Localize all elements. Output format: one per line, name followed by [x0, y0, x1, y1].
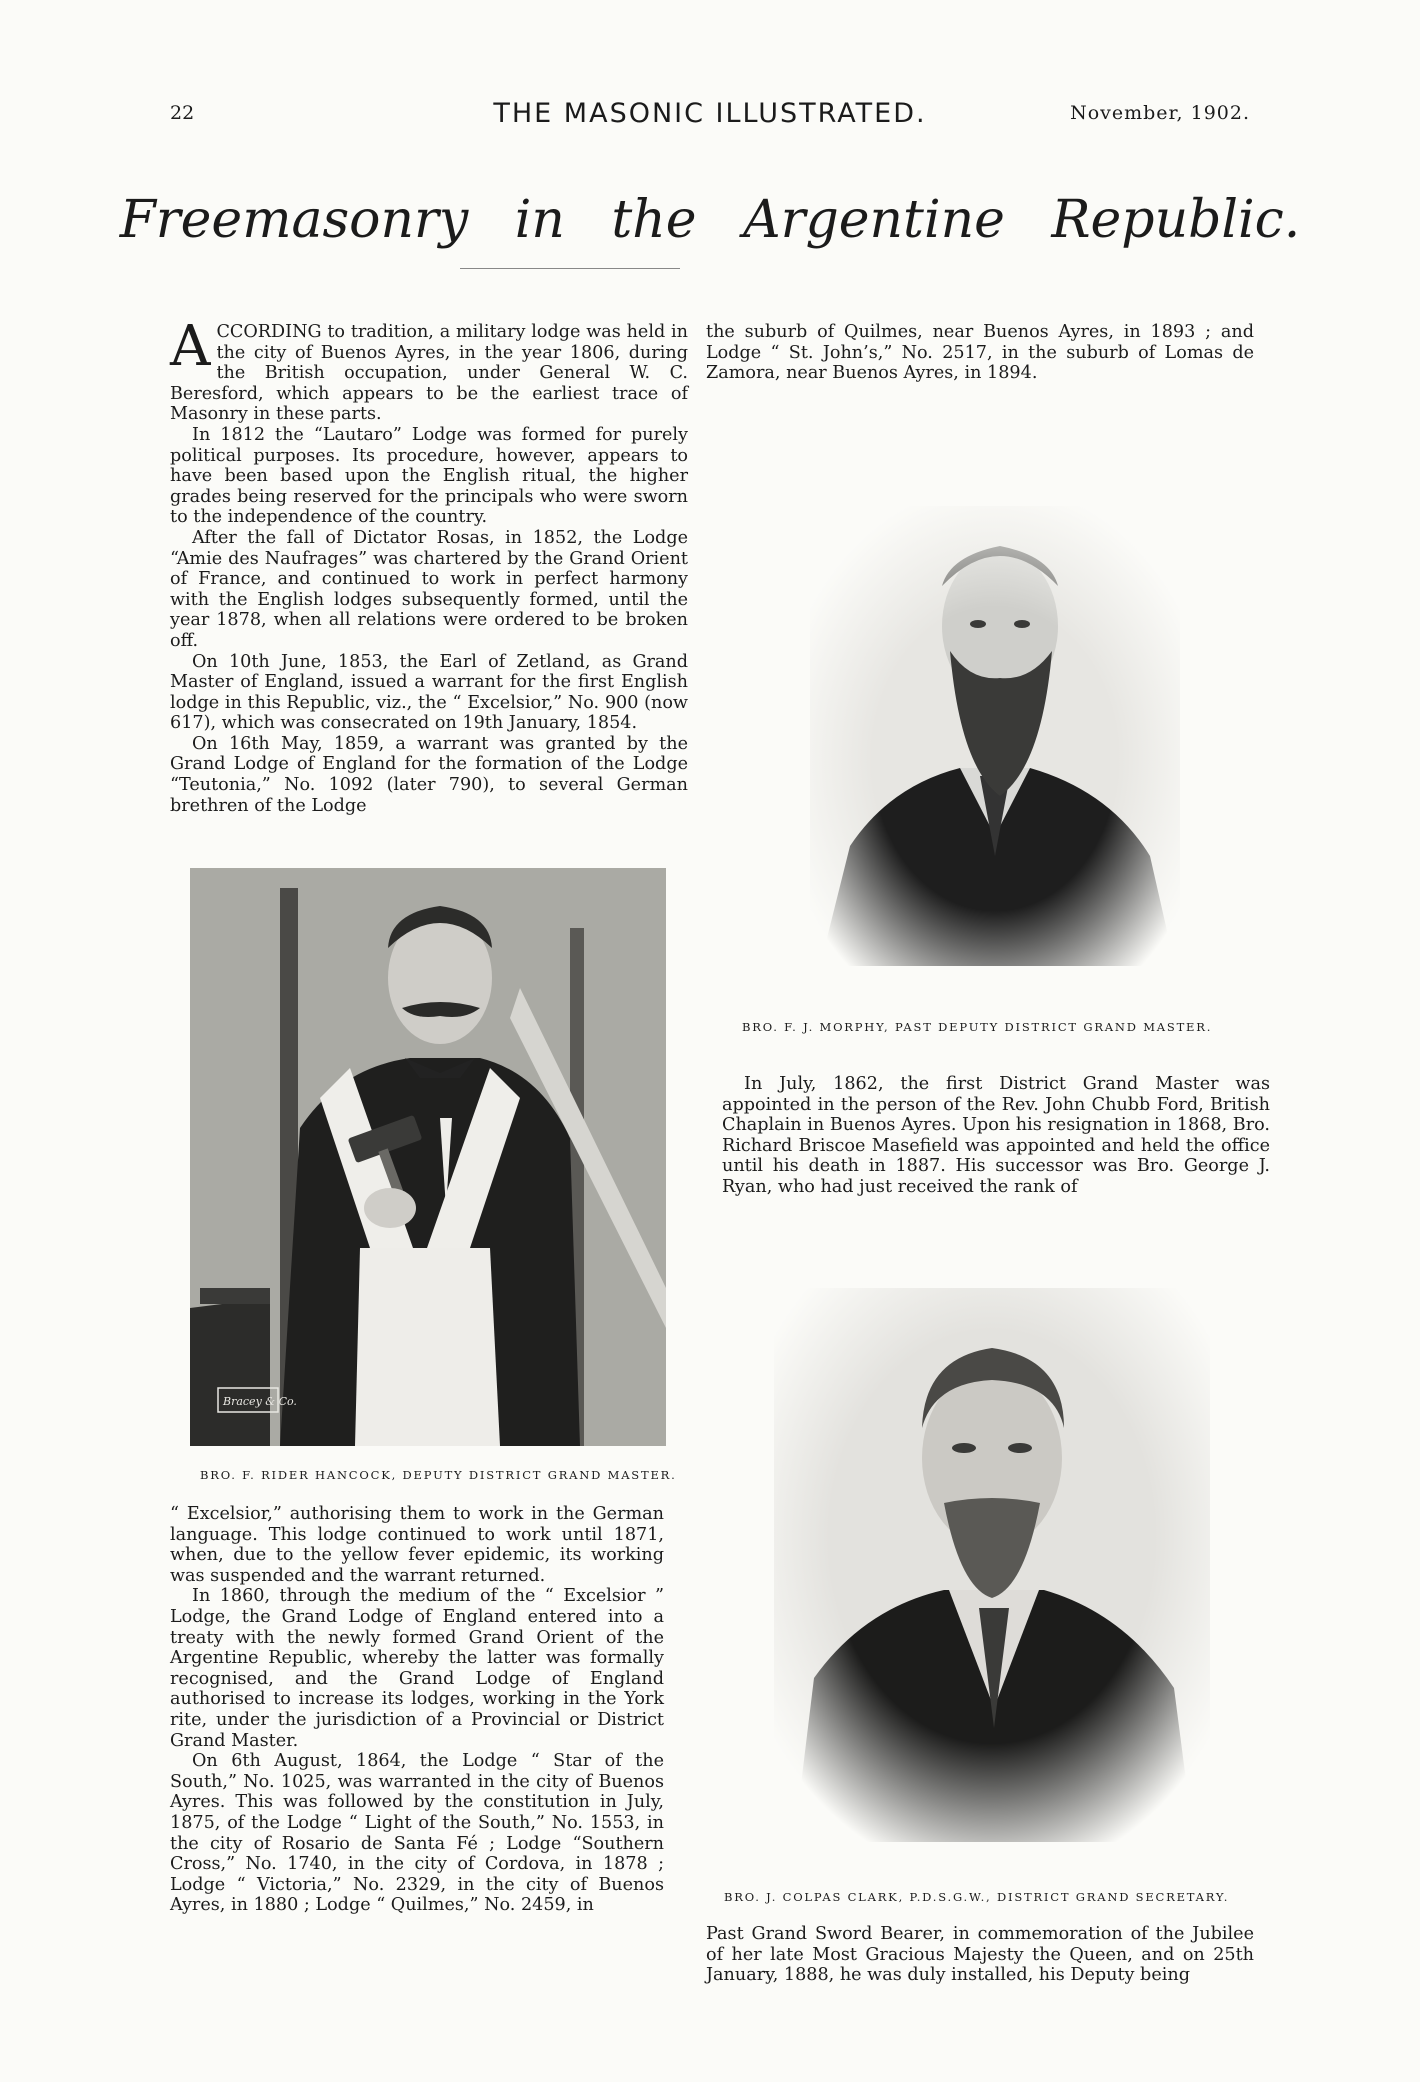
paragraph: On 16th May, 1859, a warrant was granted by the Grand Lodge of England for the formation of the Lodge “Teutonia,” No. 1092 (later 790), to several German brethren of the Lodge: [170, 733, 688, 816]
paragraph: “ Excelsior,” authorising them to work in the German language. This lodge continued to work until 1871, when, due to the yellow fever epidemic, its working was suspended and the warrant returned.: [170, 1504, 664, 1586]
portrait-morphy: [810, 506, 1180, 966]
page-number: 22: [170, 102, 195, 124]
paragraph: After the fall of Dictator Rosas, in 1852, the Lodge “Amie des Naufrages” was chartered by the Grand Orient of France, and continued to work in perfect harmony with the English lodges subsequently formed, until the year 1878, when all relations were ordered to be broken off.: [170, 527, 688, 651]
paragraph: On 10th June, 1853, the Earl of Zetland, as Grand Master of England, issued a warrant for the first English lodge in this Republic, viz., the “ Excelsior,” No. 900 (now 617), which was consecrated on 19th January, 1854.: [170, 651, 688, 734]
paragraph: In 1812 the “Lautaro” Lodge was formed for purely political purposes. Its procedure, however, appears to have been based upon the English ritual, the higher grades being reserved for the principals who were sworn to the independence of the country.: [170, 424, 688, 528]
article-title: Freemasonry in the Argentine Republic.: [119, 190, 1301, 250]
page-header: [0, 98, 1420, 138]
caption-morphy: BRO. F. J. MORPHY, PAST DEPUTY DISTRICT GRAND MASTER.: [742, 1020, 1213, 1034]
right-column-top-text: [706, 322, 1254, 384]
opening-paragraph: [170, 314, 688, 425]
caption-clark: BRO. J. COLPAS CLARK, P.D.S.G.W., DISTRICT GRAND SECRETARY.: [724, 1890, 1230, 1904]
photographer-mark: Bracey & Co.: [223, 1395, 297, 1408]
right-column-middle-text: [722, 1074, 1270, 1198]
title-divider: [460, 268, 680, 269]
portrait-hancock: [190, 868, 666, 1446]
left-column-top-text: [170, 314, 688, 816]
portrait-clark: [774, 1288, 1210, 1842]
right-column-bottom-text: [706, 1924, 1254, 1986]
caption-hancock: BRO. F. RIDER HANCOCK, DEPUTY DISTRICT GRAND MASTER.: [200, 1468, 677, 1482]
paragraph-text: CCORDING to tradition, a military lodge was held in the city of Buenos Ayres, in the year 1806, during the British occupation, under General W. C. Beresford, which appears to be the earliest trace of Masonry in these parts.: [170, 322, 688, 425]
paragraph: In 1860, through the medium of the “ Excelsior ” Lodge, the Grand Lodge of England entered into a treaty with the newly formed Grand Orient of the Argentine Republic, whereby the latter was formally recognised, and the Grand Lodge of England authorised to increase its lodges, working in the York rite, under the jurisdiction of a Provincial or District Grand Master.: [170, 1586, 664, 1751]
paragraph: Past Grand Sword Bearer, in commemoration of the Jubilee of her late Most Gracious Majesty the Queen, and on 25th January, 1888, he was duly installed, his Deputy being: [706, 1924, 1254, 1986]
paragraph: the suburb of Quilmes, near Buenos Ayres, in 1893 ; and Lodge “ St. John’s,” No. 2517, in the suburb of Lomas de Zamora, near Buenos Ayres, in 1894.: [706, 322, 1254, 384]
issue-date: November, 1902.: [1070, 102, 1250, 124]
drop-cap: A: [170, 314, 211, 379]
journal-title: THE MASONIC ILLUSTRATED.: [493, 98, 927, 129]
paragraph: In July, 1862, the first District Grand Master was appointed in the person of the Rev. John Chubb Ford, British Chaplain in Buenos Ayres. Upon his resignation in 1868, Bro. Richard Briscoe Masefield was appointed and held the office until his death in 1887. His successor was Bro. George J. Ryan, who had just received the rank of: [722, 1074, 1270, 1197]
left-column-bottom-text: [170, 1504, 664, 1916]
paragraph: On 6th August, 1864, the Lodge “ Star of the South,” No. 1025, was warranted in the city of Buenos Ayres. This was followed by the constitution in July, 1875, of the Lodge “ Light of the South,” No. 1553, in the city of Rosario de Santa Fé ; Lodge “Southern Cross,” No. 1740, in the city of Cordova, in 1878 ; Lodge “ Victoria,” No. 2329, in the city of Buenos Ayres, in 1880 ; Lodge “ Quilmes,” No. 2459, in: [170, 1751, 664, 1916]
